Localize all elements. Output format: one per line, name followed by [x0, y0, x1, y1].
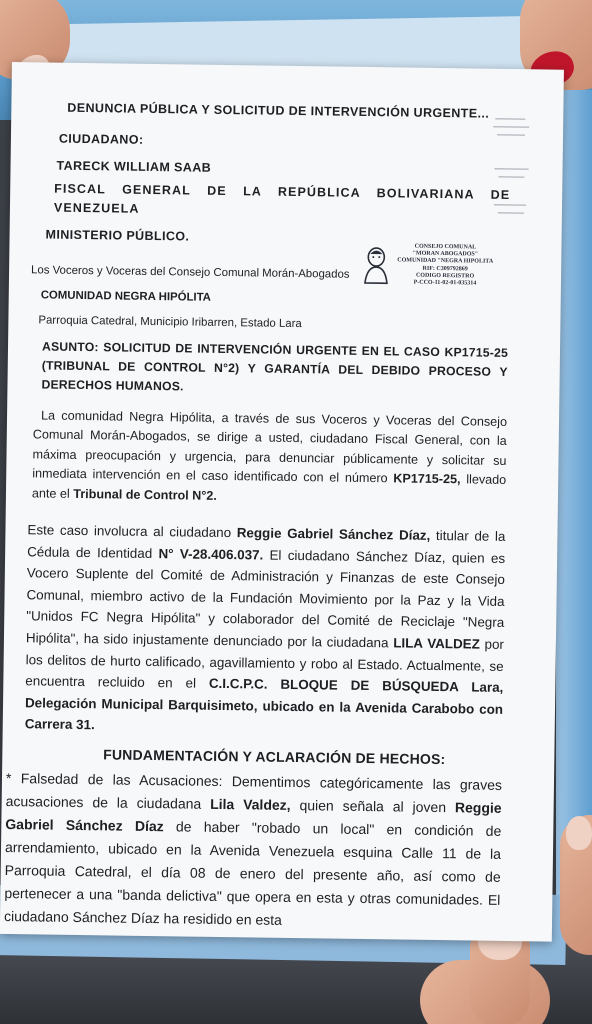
right-side-nail: [566, 816, 592, 850]
recipient-institution: MINISTERIO PÚBLICO.: [45, 227, 190, 244]
paragraph-case: [25, 519, 506, 742]
paragraph-case-text: Este caso involucra al ciudadano: [27, 522, 237, 541]
show-through-marks: [488, 109, 538, 220]
recipient-name: TARECK WILLIAM SAAB: [56, 158, 212, 175]
sender-line: Los Voceros y Voceras del Consejo Comunal Morán-Abogados: [31, 264, 350, 281]
document-text: [3, 99, 512, 935]
paragraph-case-text-3: El ciudadano Sánchez Díaz, quien es Vocero Suplente del Comité de Administración y Finanzas de este Consejo Comunal, miembro activo de la Fundación Movimiento por la Paz y la Vida "Unidos FC Negra Hipólita" y colaborador del Comité de Reciclaje "Negra Hipólita", ha sido injustamente denunciado por la ciudadana: [25, 547, 506, 651]
document-title: DENUNCIA PÚBLICA Y SOLICITUD DE INTERVENCIÓN URGENTE...: [67, 100, 490, 121]
facts-defendant-name: Reggie Gabriel Sánchez Díaz: [5, 799, 502, 835]
stamp-line-2: "MORAN ABOGADOS": [412, 250, 479, 258]
sender-community: COMUNIDAD NEGRA HIPÓLITA: [40, 289, 212, 304]
detention-place: C.I.C.P.C. BLOQUE DE BÚSQUEDA Lara, Delegación Municipal Barquisimeto, ubicado en la Avenida Carabobo con Carrera 31.: [24, 675, 504, 733]
paragraph-facts-text: * Falsedad de las Acusaciones: Dementimos categóricamente las graves acusaciones de la ciudadana: [5, 769, 503, 812]
community-council-stamp: [361, 243, 494, 293]
sender-address: Parroquia Catedral, Municipio Iribarren, Estado Lara: [38, 314, 302, 331]
defendant-id: N° V-28.406.037.: [158, 545, 264, 563]
stamp-line-6: P-CCO-11-02-01-035314: [413, 279, 477, 287]
paragraph-intro-text-2: llevado ante el: [31, 472, 507, 501]
stamp-line-3: COMUNIDAD "NEGRA HIPOLITA: [397, 257, 494, 266]
paragraph-intro-text: La comunidad Negra Hipólita, a través de sus Voceros y Voceras del Consejo Comunal Morán-Abogados, se dirige a usted, ciudadano Fiscal General, con la máxima preocupación y urgencia, para denunciar públicamente y solicitar su inmediata intervención en el caso identificado con el número: [32, 408, 508, 486]
stamp-line-1: CONSEJO COMUNAL: [414, 243, 477, 251]
court-name: Tribunal de Control N°2.: [73, 486, 217, 503]
paragraph-facts: [4, 767, 502, 935]
paragraph-facts-text-3: de haber "robado un local" en condición de arrendamiento, ubicado en la Avenida Venezuela esquina Calle 11 de la Parroquia Catedral, el día 08 de enero del presente año, así como de pertenecer a una "banda delictiva" que opera en esta y otras comunidades. El ciudadano Sánchez Díaz ha residido en esta: [3, 818, 502, 928]
paragraph-facts-text-2: quien señala al joven: [290, 796, 456, 816]
facts-accuser-name: Lila Valdez,: [210, 795, 291, 813]
paragraph-case-text-4: por los delitos de hurto calificado, agavillamiento y robo al Estado. Actualmente, se encuentra recluido en el: [25, 636, 505, 691]
paragraph-case-text-2: titular de la Cédula de Identidad: [27, 527, 506, 561]
subject: ASUNTO: SOLICITUD DE INTERVENCIÓN URGENTE EN EL CASO KP1715-25 (TRIBUNAL DE CONTROL N°2) Y GARANTÍA DEL DEBIDO PROCESO Y DERECHOS HUMANOS.: [41, 339, 509, 394]
accuser-name: LILA VALDEZ: [393, 635, 480, 652]
bust-seal-icon: [361, 245, 392, 285]
stamp-line-5: CODIGO REGISTRO: [415, 272, 475, 280]
case-number: KP1715-25,: [393, 471, 461, 487]
stamp-text: [395, 243, 496, 288]
stamp-line-4: RIF: C309792869: [422, 265, 468, 272]
recipient-office: FISCAL GENERAL DE LA REPÚBLICA BOLIVARIANA DE VENEZUELA: [53, 181, 511, 216]
defendant-name: Reggie Gabriel Sánchez Díaz,: [236, 525, 431, 543]
document-page: [0, 62, 564, 942]
salutation: CIUDADANO:: [58, 131, 144, 147]
paragraph-intro: [32, 406, 507, 510]
section-title: FUNDAMENTACIÓN Y ACLARACIÓN DE HECHOS:: [103, 746, 446, 768]
